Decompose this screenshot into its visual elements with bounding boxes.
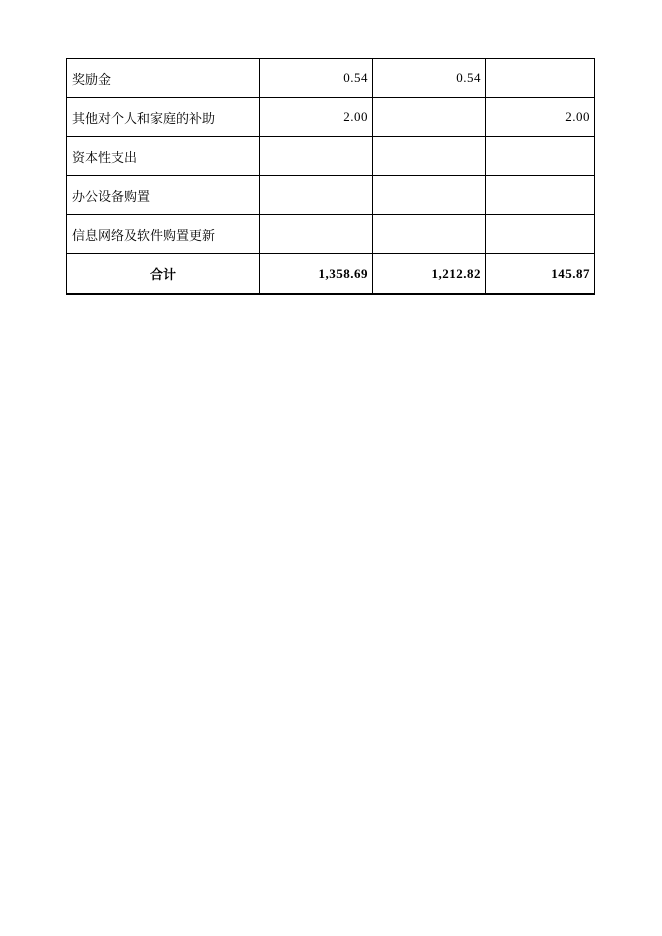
- amount-cell: [486, 176, 595, 215]
- total-amount-cell: 145.87: [486, 254, 595, 295]
- table-row: [67, 98, 595, 137]
- total-row: [67, 254, 595, 295]
- amount-cell: 2.00: [486, 98, 595, 137]
- table-row: [67, 137, 595, 176]
- amount-cell: 0.54: [260, 59, 373, 98]
- total-label-cell: 合计: [67, 254, 260, 295]
- row-label-cell: 信息网络及软件购置更新: [67, 215, 260, 254]
- amount-cell: [373, 137, 486, 176]
- row-label-cell: 办公设备购置: [67, 176, 260, 215]
- amount-cell: [486, 59, 595, 98]
- amount-cell: [373, 215, 486, 254]
- amount-cell: 2.00: [260, 98, 373, 137]
- amount-cell: [486, 215, 595, 254]
- amount-cell: [260, 176, 373, 215]
- table-row: [67, 59, 595, 98]
- amount-cell: [260, 137, 373, 176]
- table-row: [67, 215, 595, 254]
- amount-cell: [373, 98, 486, 137]
- row-label-cell: 其他对个人和家庭的补助: [67, 98, 260, 137]
- budget-table: [66, 58, 595, 295]
- table-row: [67, 176, 595, 215]
- amount-cell: [373, 176, 486, 215]
- total-amount-cell: 1,212.82: [373, 254, 486, 295]
- amount-cell: 0.54: [373, 59, 486, 98]
- row-label-cell: 资本性支出: [67, 137, 260, 176]
- total-amount-cell: 1,358.69: [260, 254, 373, 295]
- amount-cell: [486, 137, 595, 176]
- amount-cell: [260, 215, 373, 254]
- row-label-cell: 奖励金: [67, 59, 260, 98]
